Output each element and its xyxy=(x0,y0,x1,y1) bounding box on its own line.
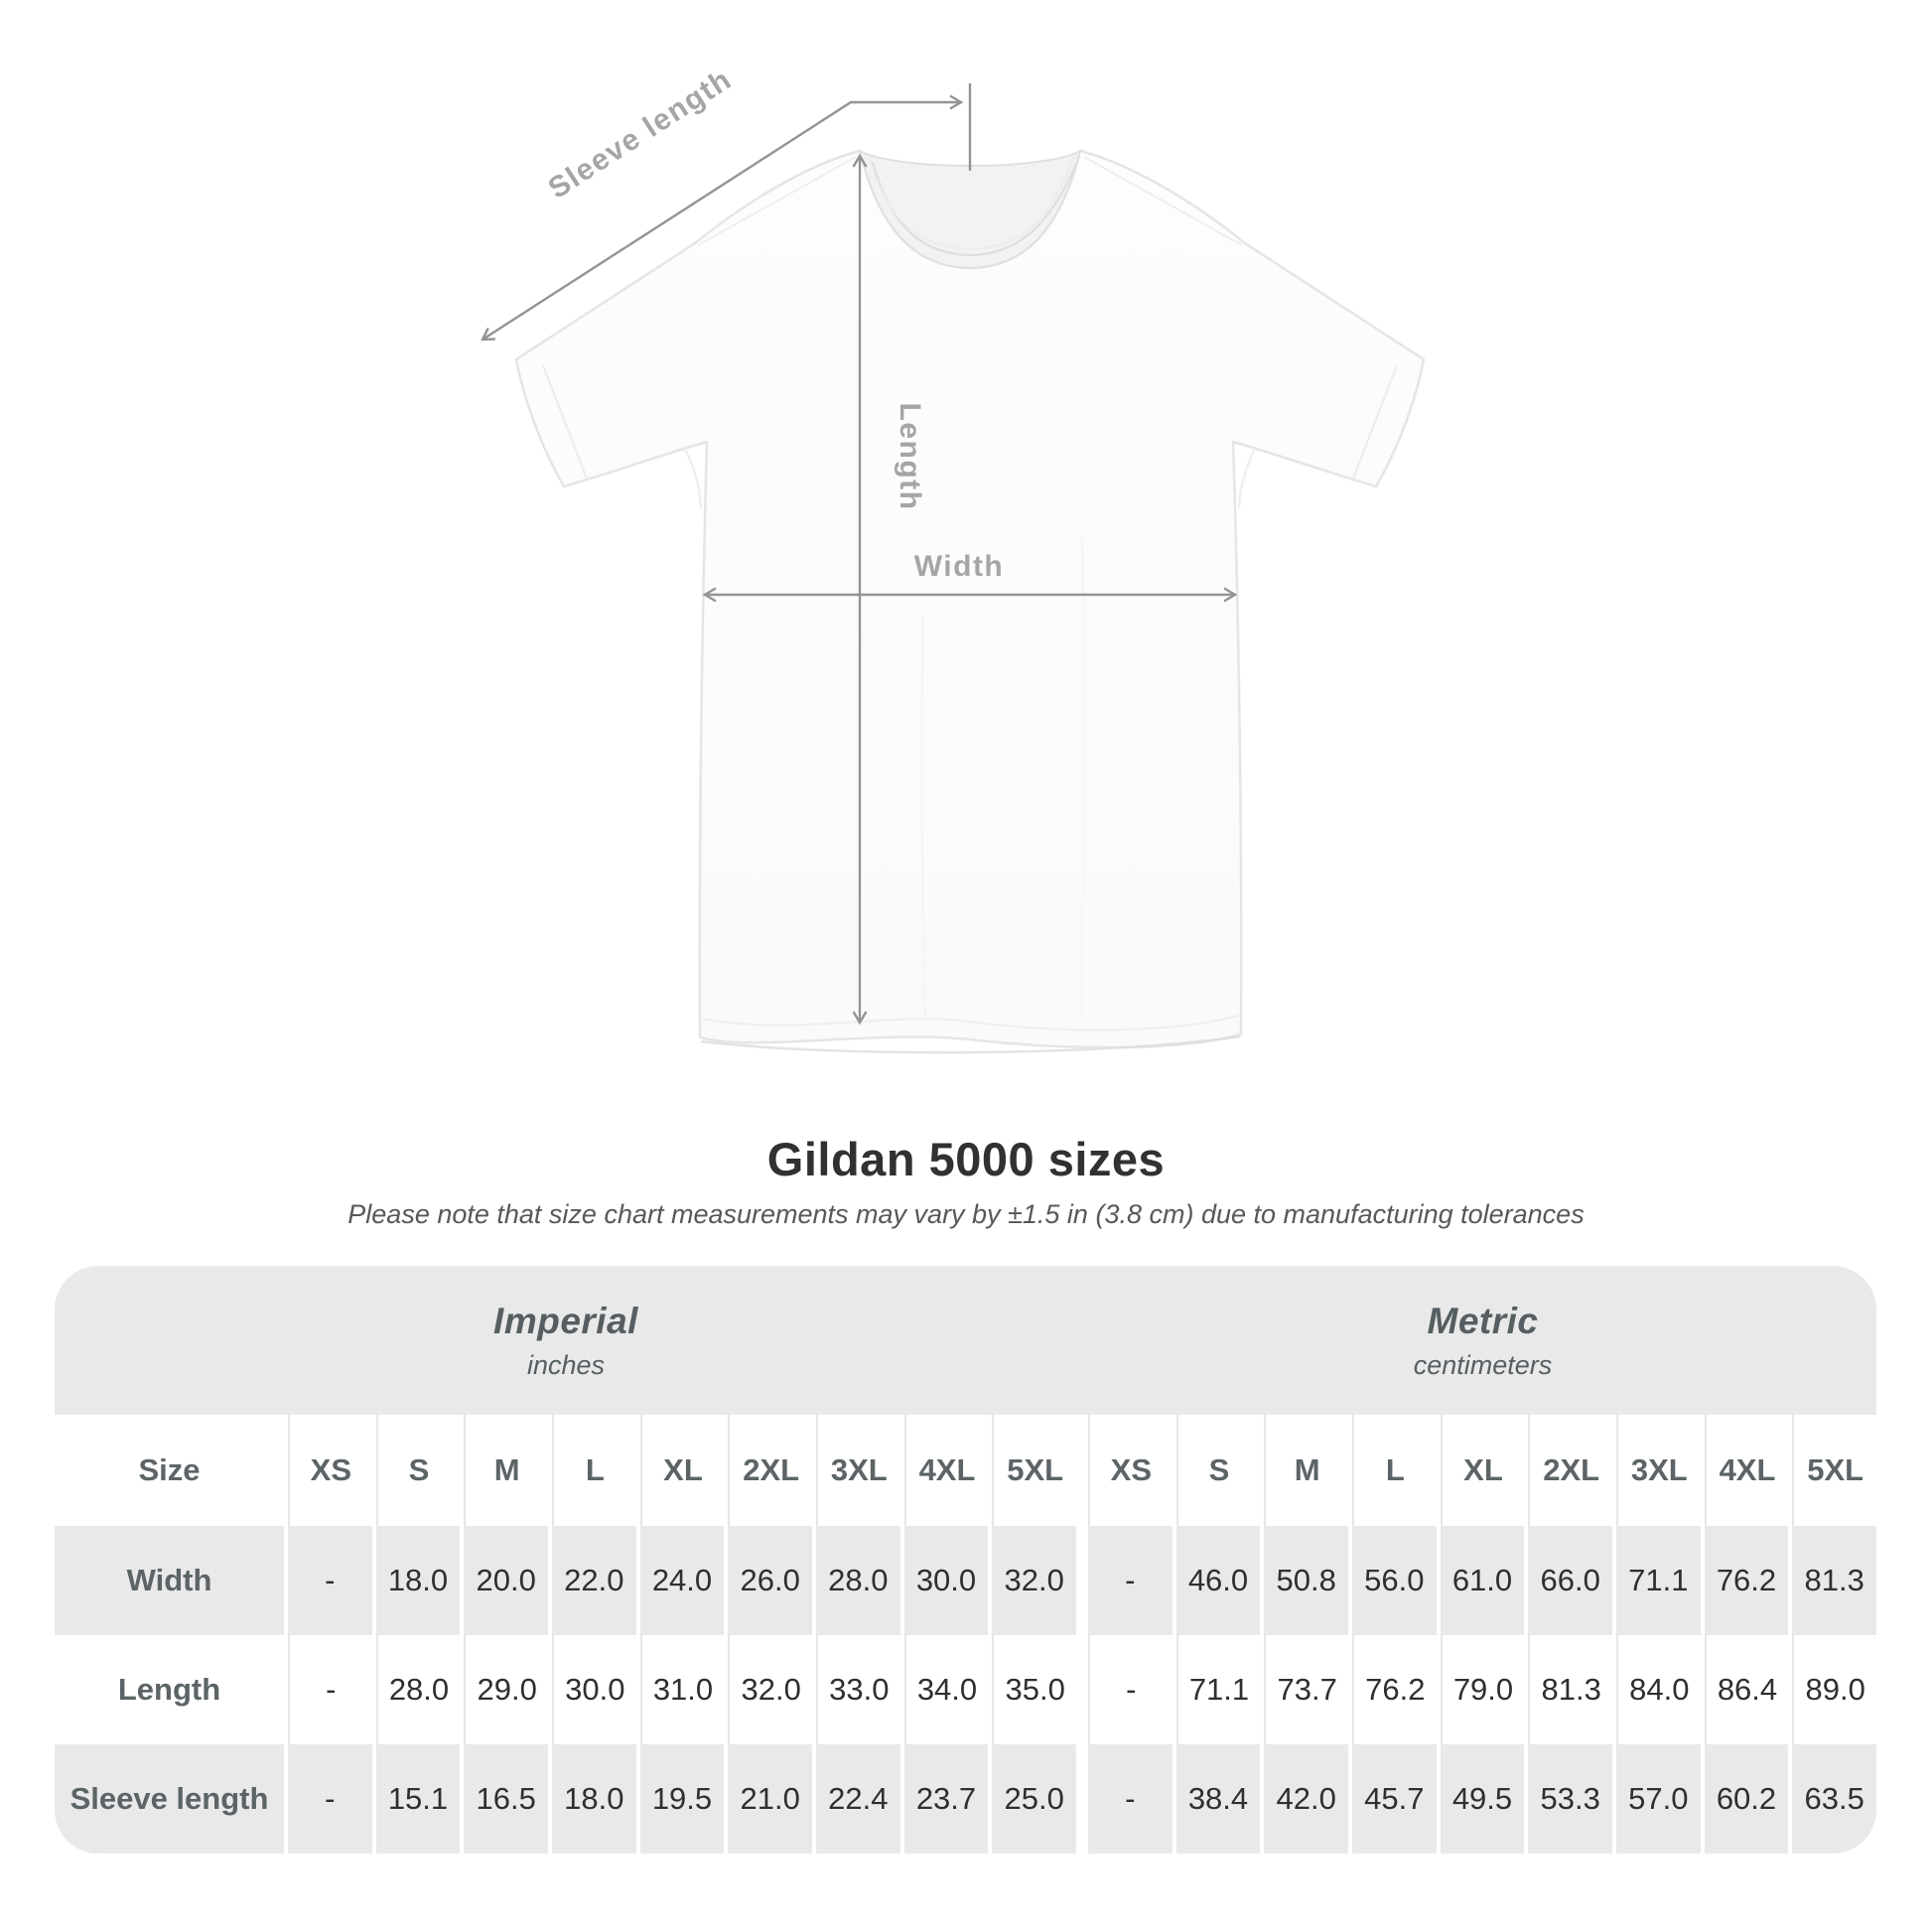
size-header-cell: XS xyxy=(1088,1415,1173,1526)
value-cell: 76.2 xyxy=(1705,1526,1789,1635)
length-label: Length xyxy=(894,402,926,511)
tshirt-illustration xyxy=(516,151,1424,1052)
value-cell: 46.0 xyxy=(1176,1526,1261,1635)
value-cell: 26.0 xyxy=(728,1526,812,1635)
width-label: Width xyxy=(913,550,1005,583)
tolerance-note: Please note that size chart measurements may vary by ±1.5 in (3.8 cm) due to manufacturing tolerances xyxy=(347,1199,1585,1229)
unit-divider-gap xyxy=(1080,1526,1084,1635)
value-cell: 21.0 xyxy=(728,1744,812,1854)
unit-divider-gap xyxy=(1080,1635,1084,1744)
value-cell: 33.0 xyxy=(816,1635,900,1744)
value-cell: 32.0 xyxy=(992,1526,1076,1635)
unit-header-band xyxy=(55,1266,1876,1415)
value-cell: 30.0 xyxy=(904,1526,989,1635)
value-cell: 19.5 xyxy=(640,1744,725,1854)
size-header-cell: 4XL xyxy=(904,1415,989,1526)
value-cell: 34.0 xyxy=(904,1635,989,1744)
size-header-row xyxy=(55,1415,1876,1526)
value-cell: 45.7 xyxy=(1352,1744,1437,1854)
size-header-cell: 2XL xyxy=(728,1415,812,1526)
size-table xyxy=(55,1266,1876,1854)
value-cell: 32.0 xyxy=(728,1635,812,1744)
value-cell: 28.0 xyxy=(816,1526,900,1635)
value-cell: 35.0 xyxy=(992,1635,1076,1744)
metric-header xyxy=(1089,1266,1876,1415)
row-label: Length xyxy=(55,1635,284,1744)
value-cell: 71.1 xyxy=(1616,1526,1701,1635)
measurement-row xyxy=(55,1635,1876,1744)
value-cell: 42.0 xyxy=(1264,1744,1348,1854)
value-cell: - xyxy=(1088,1526,1173,1635)
size-header-cell: L xyxy=(552,1415,636,1526)
size-header-cell: S xyxy=(376,1415,461,1526)
value-cell: 57.0 xyxy=(1616,1744,1701,1854)
size-header-cell: XS xyxy=(288,1415,372,1526)
value-cell: 61.0 xyxy=(1441,1526,1525,1635)
value-cell: 81.3 xyxy=(1528,1635,1612,1744)
value-cell: 81.3 xyxy=(1792,1526,1876,1635)
value-cell: 60.2 xyxy=(1705,1744,1789,1854)
size-header-cell: 5XL xyxy=(992,1415,1076,1526)
size-header-cell: XL xyxy=(640,1415,725,1526)
value-cell: 15.1 xyxy=(376,1744,461,1854)
size-header-cell: 2XL xyxy=(1528,1415,1612,1526)
metric-label: Metric xyxy=(1427,1300,1539,1341)
size-header-cell: 3XL xyxy=(816,1415,900,1526)
measurement-row xyxy=(55,1526,1876,1635)
value-cell: 23.7 xyxy=(904,1744,989,1854)
value-cell: 30.0 xyxy=(552,1635,636,1744)
value-cell: 25.0 xyxy=(992,1744,1076,1854)
value-cell: 18.0 xyxy=(552,1744,636,1854)
value-cell: - xyxy=(288,1526,372,1635)
sleeve-length-label: Sleeve length xyxy=(542,63,739,206)
value-cell: 79.0 xyxy=(1441,1635,1525,1744)
size-header-cell: 5XL xyxy=(1792,1415,1876,1526)
size-header-cell: XL xyxy=(1441,1415,1525,1526)
value-cell: 86.4 xyxy=(1705,1635,1789,1744)
value-cell: 16.5 xyxy=(464,1744,548,1854)
size-table-body xyxy=(55,1415,1876,1854)
unit-divider-gap xyxy=(1080,1744,1084,1854)
value-cell: 56.0 xyxy=(1352,1526,1437,1635)
value-cell: - xyxy=(288,1635,372,1744)
value-cell: 63.5 xyxy=(1792,1744,1876,1854)
size-header-cell: 4XL xyxy=(1705,1415,1789,1526)
page-title: Gildan 5000 sizes xyxy=(766,1133,1166,1185)
value-cell: 20.0 xyxy=(464,1526,548,1635)
value-cell: - xyxy=(1088,1635,1173,1744)
size-header-cell: L xyxy=(1352,1415,1437,1526)
metric-unit-label: centimeters xyxy=(1413,1349,1553,1380)
value-cell: 28.0 xyxy=(376,1635,461,1744)
value-cell: 71.1 xyxy=(1176,1635,1261,1744)
value-cell: 49.5 xyxy=(1441,1744,1525,1854)
value-cell: 76.2 xyxy=(1352,1635,1437,1744)
value-cell: 31.0 xyxy=(640,1635,725,1744)
value-cell: 18.0 xyxy=(376,1526,461,1635)
imperial-label: Imperial xyxy=(493,1300,638,1341)
value-cell: 24.0 xyxy=(640,1526,725,1635)
value-cell: 22.4 xyxy=(816,1744,900,1854)
imperial-unit-label: inches xyxy=(526,1349,606,1380)
value-cell: 73.7 xyxy=(1264,1635,1348,1744)
measurement-row xyxy=(55,1744,1876,1854)
row-label: Sleeve length xyxy=(55,1744,284,1854)
value-cell: 22.0 xyxy=(552,1526,636,1635)
value-cell: 53.3 xyxy=(1528,1744,1612,1854)
value-cell: - xyxy=(1088,1744,1173,1854)
imperial-header xyxy=(55,1266,1077,1415)
value-cell: 66.0 xyxy=(1528,1526,1612,1635)
value-cell: 89.0 xyxy=(1792,1635,1876,1744)
value-cell: 29.0 xyxy=(464,1635,548,1744)
size-column-header: Size xyxy=(55,1415,284,1526)
value-cell: 38.4 xyxy=(1176,1744,1261,1854)
row-label: Width xyxy=(55,1526,284,1635)
size-header-cell: M xyxy=(1264,1415,1348,1526)
size-header-cell: 3XL xyxy=(1616,1415,1701,1526)
value-cell: - xyxy=(288,1744,372,1854)
size-header-cell: M xyxy=(464,1415,548,1526)
unit-divider-gap xyxy=(1080,1415,1084,1526)
size-header-cell: S xyxy=(1176,1415,1261,1526)
value-cell: 84.0 xyxy=(1616,1635,1701,1744)
value-cell: 50.8 xyxy=(1264,1526,1348,1635)
